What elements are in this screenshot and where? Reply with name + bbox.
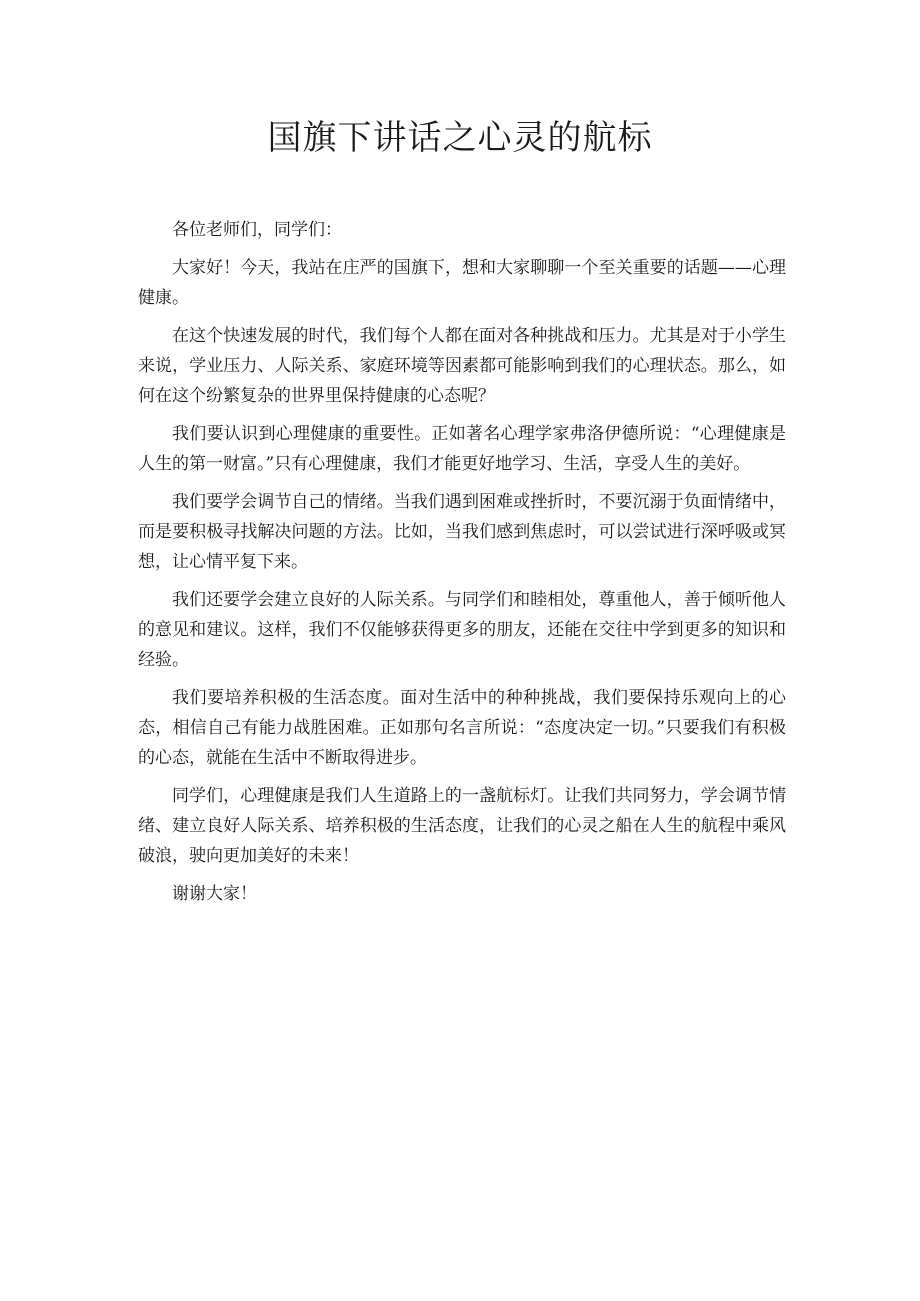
paragraph: 我们要培养积极的生活态度。面对生活中的种种挑战，我们要保持乐观向上的心态，相信自己有能力战胜困难。正如那句名言所说：“态度决定一切。”只要我们有积极的心态，就能在生活中不断取得进步。 bbox=[138, 688, 786, 768]
document-body bbox=[138, 215, 786, 917]
salutation: 各位老师们，同学们： bbox=[172, 220, 342, 240]
paragraph: 大家好！今天，我站在庄严的国旗下，想和大家聊聊一个至关重要的话题——心理健康。 bbox=[138, 258, 786, 308]
paragraph: 在这个快速发展的时代，我们每个人都在面对各种挑战和压力。尤其是对于小学生来说，学业压力、人际关系、家庭环境等因素都可能影响到我们的心理状态。那么，如何在这个纷繁复杂的世界里保持健康的心态呢？ bbox=[138, 326, 786, 406]
paragraph: 我们要认识到心理健康的重要性。正如著名心理学家弗洛伊德所说：“心理健康是人生的第一财富。”只有心理健康，我们才能更好地学习、生活，享受人生的美好。 bbox=[138, 424, 786, 474]
document-title: 国旗下讲话之心灵的航标 bbox=[267, 118, 653, 158]
paragraph: 同学们，心理健康是我们人生道路上的一盏航标灯。让我们共同努力，学会调节情绪、建立良好人际关系、培养积极的生活态度，让我们的心灵之船在人生的航程中乘风破浪，驶向更加美好的未来！ bbox=[138, 786, 786, 866]
paragraph: 我们要学会调节自己的情绪。当我们遇到困难或挫折时，不要沉溺于负面情绪中，而是要积极寻找解决问题的方法。比如，当我们感到焦虑时，可以尝试进行深呼吸或冥想，让心情平复下来。 bbox=[138, 492, 786, 572]
closing: 谢谢大家！ bbox=[172, 884, 257, 904]
paragraph: 我们还要学会建立良好的人际关系。与同学们和睦相处，尊重他人，善于倾听他人的意见和建议。这样，我们不仅能够获得更多的朋友，还能在交往中学到更多的知识和经验。 bbox=[138, 590, 786, 670]
